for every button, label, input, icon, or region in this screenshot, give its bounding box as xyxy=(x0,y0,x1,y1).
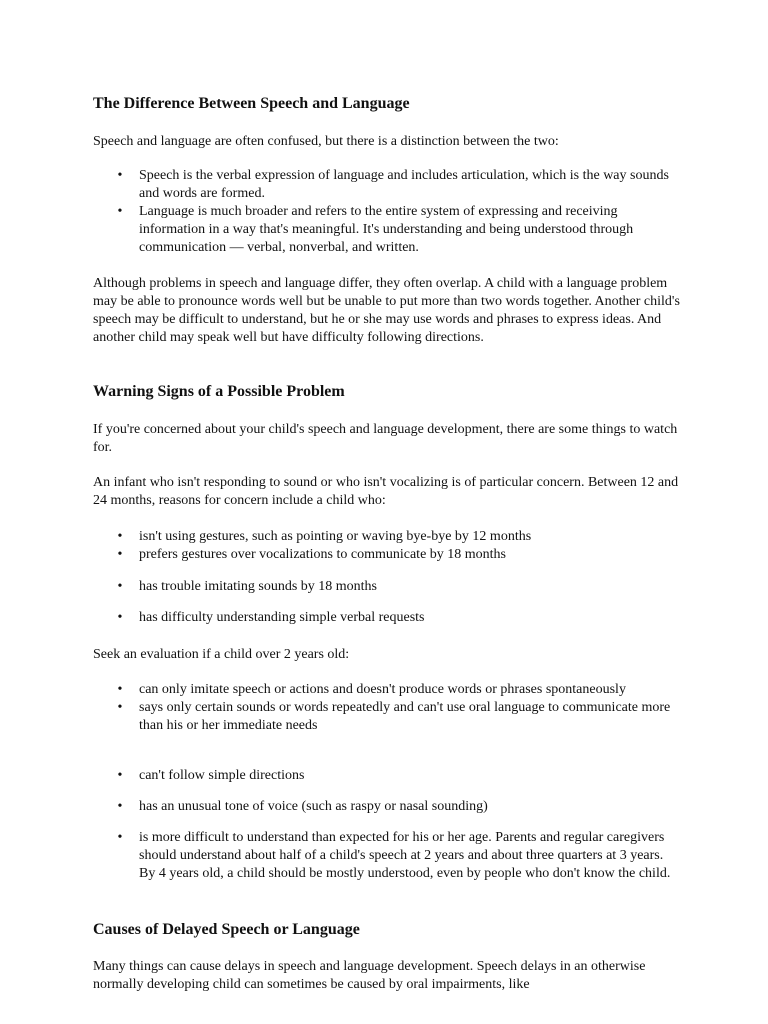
toddler-signs-list-cont xyxy=(93,609,683,627)
toddler-signs-list-cont xyxy=(93,578,683,596)
over-two-signs-list-cont xyxy=(93,798,683,816)
bullet-icon: • xyxy=(117,168,123,183)
list-item xyxy=(93,609,683,627)
bullet-icon: • xyxy=(117,529,123,544)
bullet-icon: • xyxy=(117,547,123,562)
evaluation-paragraph: Seek an evaluation if a child over 2 years old: xyxy=(93,647,350,662)
list-item-text: can only imitate speech or actions and doesn't produce words or phrases spontaneously xyxy=(139,682,626,697)
intro-paragraph: Speech and language are often confused, but there is a distinction between the two: xyxy=(93,134,559,149)
speech-language-list xyxy=(93,167,683,257)
heading-warning-signs: Warning Signs of a Possible Problem xyxy=(93,383,345,400)
over-two-signs-list-cont xyxy=(93,829,683,883)
list-item-text: has trouble imitating sounds by 18 months xyxy=(139,579,377,594)
list-item-text: Speech is the verbal expression of language and includes articulation, which is the way sounds and words are formed. xyxy=(139,168,669,201)
heading-causes: Causes of Delayed Speech or Language xyxy=(93,921,360,938)
list-item-text: can't follow simple directions xyxy=(139,768,305,783)
heading-speech-vs-language: The Difference Between Speech and Language xyxy=(93,95,410,112)
list-item xyxy=(93,546,683,564)
list-item xyxy=(93,699,683,735)
list-item xyxy=(93,767,683,785)
list-item-text: says only certain sounds or words repeatedly and can't use oral language to communicate more than his or her immediate needs xyxy=(139,700,671,733)
list-item-text: Language is much broader and refers to the entire system of expressing and receiving information in a way that's meaningful. It's understanding and being understood through communication — verbal, nonverbal, and written. xyxy=(139,204,634,255)
list-item xyxy=(93,829,683,883)
list-item xyxy=(93,681,683,699)
infant-paragraph: An infant who isn't responding to sound or who isn't vocalizing is of particular concern. Between 12 and 24 months, reasons for concern include a child who: xyxy=(93,475,679,508)
causes-paragraph: Many things can cause delays in speech and language development. Speech delays in an otherwise normally developing child can sometimes be caused by oral impairments, like xyxy=(93,959,646,992)
bullet-icon: • xyxy=(117,579,123,594)
overlap-paragraph: Although problems in speech and language differ, they often overlap. A child with a language problem may be able to pronounce words well but be unable to put more than two words together. Another child's speech may be difficult to understand, but he or she may use words and phrases to express ideas. And another child may speak well but have difficulty following directions. xyxy=(93,276,680,345)
list-item-text: prefers gestures over vocalizations to communicate by 18 months xyxy=(139,547,507,562)
list-item-text: is more difficult to understand than expected for his or her age. Parents and regular caregivers should understand about half of a child's speech at 2 years and about three quarters at 3 years. By 4 years old, a child should be mostly understood, even by people who don't know the child. xyxy=(139,830,671,881)
list-item xyxy=(93,203,683,257)
over-two-signs-list-cont xyxy=(93,767,683,785)
bullet-icon: • xyxy=(117,830,123,845)
toddler-signs-list xyxy=(93,528,683,564)
bullet-icon: • xyxy=(117,682,123,697)
bullet-icon: • xyxy=(117,204,123,219)
bullet-icon: • xyxy=(117,700,123,715)
over-two-signs-list xyxy=(93,681,683,735)
list-item-text: has an unusual tone of voice (such as raspy or nasal sounding) xyxy=(139,799,488,814)
bullet-icon: • xyxy=(117,610,123,625)
list-item-text: isn't using gestures, such as pointing or waving bye-bye by 12 months xyxy=(139,529,532,544)
list-item xyxy=(93,798,683,816)
bullet-icon: • xyxy=(117,768,123,783)
list-item xyxy=(93,528,683,546)
concern-paragraph: If you're concerned about your child's speech and language development, there are some things to watch for. xyxy=(93,422,678,455)
list-item xyxy=(93,167,683,203)
bullet-icon: • xyxy=(117,799,123,814)
list-item-text: has difficulty understanding simple verbal requests xyxy=(139,610,425,625)
list-item xyxy=(93,578,683,596)
